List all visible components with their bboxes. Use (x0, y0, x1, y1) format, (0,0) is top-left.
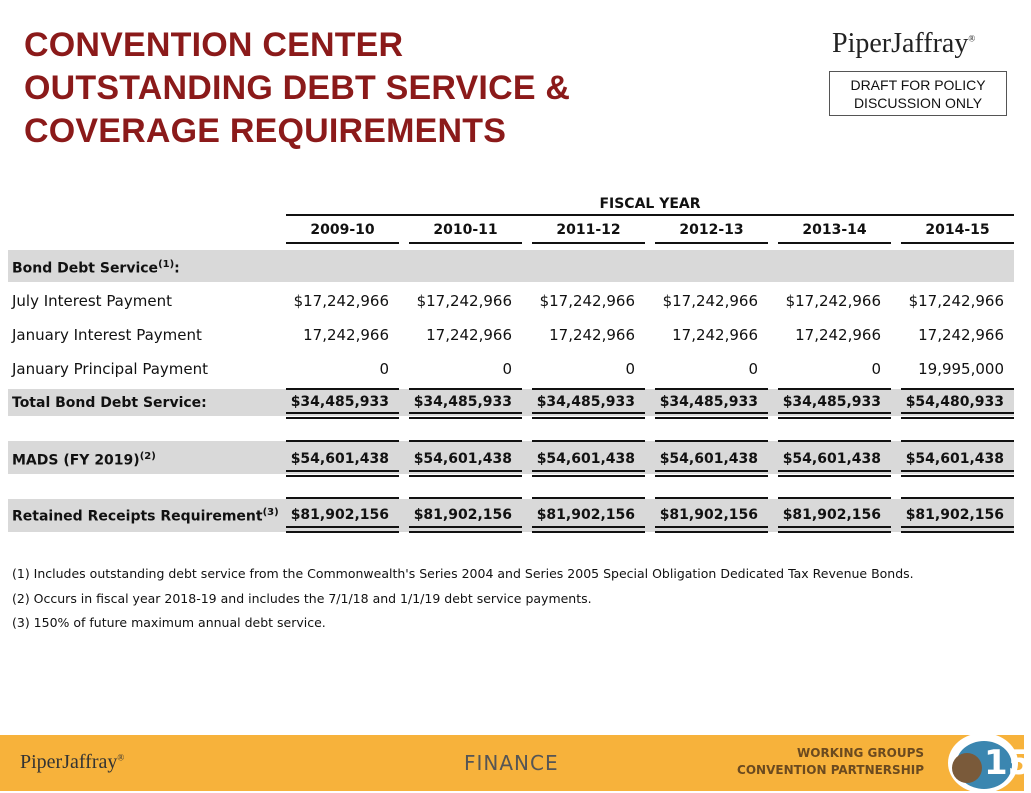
table-cell-total: $34,485,933 (536, 394, 635, 410)
column-header: 2010-11 (409, 222, 522, 244)
total-double-rule (901, 412, 1014, 419)
retained-label-text: Retained Receipts Requirement (12, 508, 263, 525)
footer-logo-text: PiperJaffray (20, 751, 118, 773)
draft-notice (829, 71, 1007, 116)
total-top-rule (655, 388, 768, 390)
table-cell-january-interest: 17,242,966 (303, 326, 389, 344)
table-cell-january-principal: 19,995,000 (918, 360, 1004, 378)
section-label-bond-debt-service (12, 259, 180, 277)
total-top-rule (901, 388, 1014, 390)
footer-trademark-mark: ® (117, 752, 125, 763)
retained-double-rule (778, 526, 891, 533)
table-cell-july-interest: $17,242,966 (908, 292, 1004, 310)
row-label-mads (12, 451, 156, 469)
table-cell-total: $34,485,933 (290, 394, 389, 410)
column-header: 2009-10 (286, 222, 399, 244)
badge-logo (948, 733, 1031, 793)
fiscal-year-header: FISCAL YEAR (286, 196, 1014, 216)
draft-notice-line-1: DRAFT FOR POLICY (850, 77, 986, 93)
mads-double-rule (901, 470, 1014, 477)
mads-label-text: MADS (FY 2019) (12, 452, 140, 469)
retained-double-rule (655, 526, 768, 533)
title-line-2: OUTSTANDING DEBT SERVICE & (24, 69, 571, 107)
mads-top-rule (286, 440, 399, 442)
table-cell-january-interest: 17,242,966 (918, 326, 1004, 344)
retained-double-rule (286, 526, 399, 533)
retained-top-rule (655, 497, 768, 499)
footer-working-groups (737, 745, 924, 779)
mads-double-rule (778, 470, 891, 477)
logo-text: PiperJaffray (832, 28, 969, 59)
badge-number: 15 (984, 743, 1031, 783)
table-cell-retained: $81,902,156 (290, 507, 389, 523)
table-cell-january-principal: 0 (748, 360, 758, 378)
footnote-3: (3) 150% of future maximum annual debt service. (12, 615, 326, 630)
mads-double-rule (655, 470, 768, 477)
row-label-total: Total Bond Debt Service: (12, 395, 207, 411)
footnotes (12, 562, 914, 636)
total-double-rule (532, 412, 645, 419)
total-top-rule (409, 388, 522, 390)
column-header: 2011-12 (532, 222, 645, 244)
retained-top-rule (286, 497, 399, 499)
retained-top-rule (901, 497, 1014, 499)
table-cell-january-principal: 0 (871, 360, 881, 378)
footnote-1: (1) Includes outstanding debt service from the Commonwealth's Series 2004 and Series 2005 Special Obligation Dedicated Tax Revenue Bonds. (12, 566, 914, 581)
footnote-ref-3: (3) (262, 507, 279, 518)
mads-double-rule (286, 470, 399, 477)
column-header: 2013-14 (778, 222, 891, 244)
retained-top-rule (409, 497, 522, 499)
table-cell-mads: $54,601,438 (290, 451, 389, 467)
column-header: 2014-15 (901, 222, 1014, 244)
row-label-retained (12, 507, 279, 525)
table-cell-january-interest: 17,242,966 (549, 326, 635, 344)
total-double-rule (286, 412, 399, 419)
table-cell-retained: $81,902,156 (659, 507, 758, 523)
table-cell-retained: $81,902,156 (413, 507, 512, 523)
footnote-ref-1: (1) (158, 259, 175, 270)
row-label-january-principal: January Principal Payment (12, 360, 208, 378)
table-cell-mads: $54,601,438 (782, 451, 881, 467)
page-title (24, 24, 570, 153)
table-cell-mads: $54,601,438 (905, 451, 1004, 467)
row-label-january-interest: January Interest Payment (12, 326, 202, 344)
table-cell-july-interest: $17,242,966 (539, 292, 635, 310)
table-cell-january-interest: 17,242,966 (672, 326, 758, 344)
retained-double-rule (409, 526, 522, 533)
table-cell-january-principal: 0 (379, 360, 389, 378)
footer-piperjaffray-logo (20, 751, 124, 774)
table-cell-total: $54,480,933 (905, 394, 1004, 410)
title-line-3: COVERAGE REQUIREMENTS (24, 112, 507, 150)
section-label-text: Bond Debt Service (12, 260, 159, 277)
retained-double-rule (901, 526, 1014, 533)
column-header: 2012-13 (655, 222, 768, 244)
mads-double-rule (409, 470, 522, 477)
footnote-ref-2: (2) (139, 451, 156, 462)
retained-top-rule (778, 497, 891, 499)
table-cell-retained: $81,902,156 (782, 507, 881, 523)
total-double-rule (409, 412, 522, 419)
mads-top-rule (409, 440, 522, 442)
row-label-july-interest: July Interest Payment (12, 292, 172, 310)
total-double-rule (778, 412, 891, 419)
table-cell-total: $34,485,933 (782, 394, 881, 410)
table-cell-july-interest: $17,242,966 (416, 292, 512, 310)
mads-top-rule (901, 440, 1014, 442)
table-cell-total: $34,485,933 (659, 394, 758, 410)
trademark-mark: ® (968, 33, 976, 44)
mads-top-rule (655, 440, 768, 442)
table-cell-july-interest: $17,242,966 (662, 292, 758, 310)
mads-top-rule (778, 440, 891, 442)
retained-double-rule (532, 526, 645, 533)
table-cell-january-principal: 0 (625, 360, 635, 378)
table-cell-mads: $54,601,438 (536, 451, 635, 467)
table-cell-january-interest: 17,242,966 (426, 326, 512, 344)
draft-notice-line-2: DISCUSSION ONLY (853, 95, 983, 111)
piperjaffray-logo (832, 28, 975, 60)
table-cell-mads: $54,601,438 (413, 451, 512, 467)
footer-line-2: CONVENTION PARTNERSHIP (737, 763, 924, 777)
table-cell-july-interest: $17,242,966 (785, 292, 881, 310)
table-cell-retained: $81,902,156 (536, 507, 635, 523)
retained-top-rule (532, 497, 645, 499)
table-cell-january-interest: 17,242,966 (795, 326, 881, 344)
title-line-1: CONVENTION CENTER (24, 26, 404, 64)
total-top-rule (532, 388, 645, 390)
footnote-2: (2) Occurs in fiscal year 2018-19 and includes the 7/1/18 and 1/1/19 debt service payments. (12, 590, 592, 606)
mads-top-rule (532, 440, 645, 442)
footer-bar (0, 735, 1031, 791)
total-top-rule (778, 388, 891, 390)
table-cell-mads: $54,601,438 (659, 451, 758, 467)
table-cell-july-interest: $17,242,966 (293, 292, 389, 310)
footer-finance-label: FINANCE (464, 751, 559, 775)
table-cell-january-principal: 0 (502, 360, 512, 378)
table-cell-retained: $81,902,156 (905, 507, 1004, 523)
footer-line-1: WORKING GROUPS (797, 746, 924, 760)
section-label-suffix: : (174, 260, 180, 277)
table-cell-total: $34,485,933 (413, 394, 512, 410)
total-top-rule (286, 388, 399, 390)
total-double-rule (655, 412, 768, 419)
badge-photo (952, 753, 982, 783)
mads-double-rule (532, 470, 645, 477)
